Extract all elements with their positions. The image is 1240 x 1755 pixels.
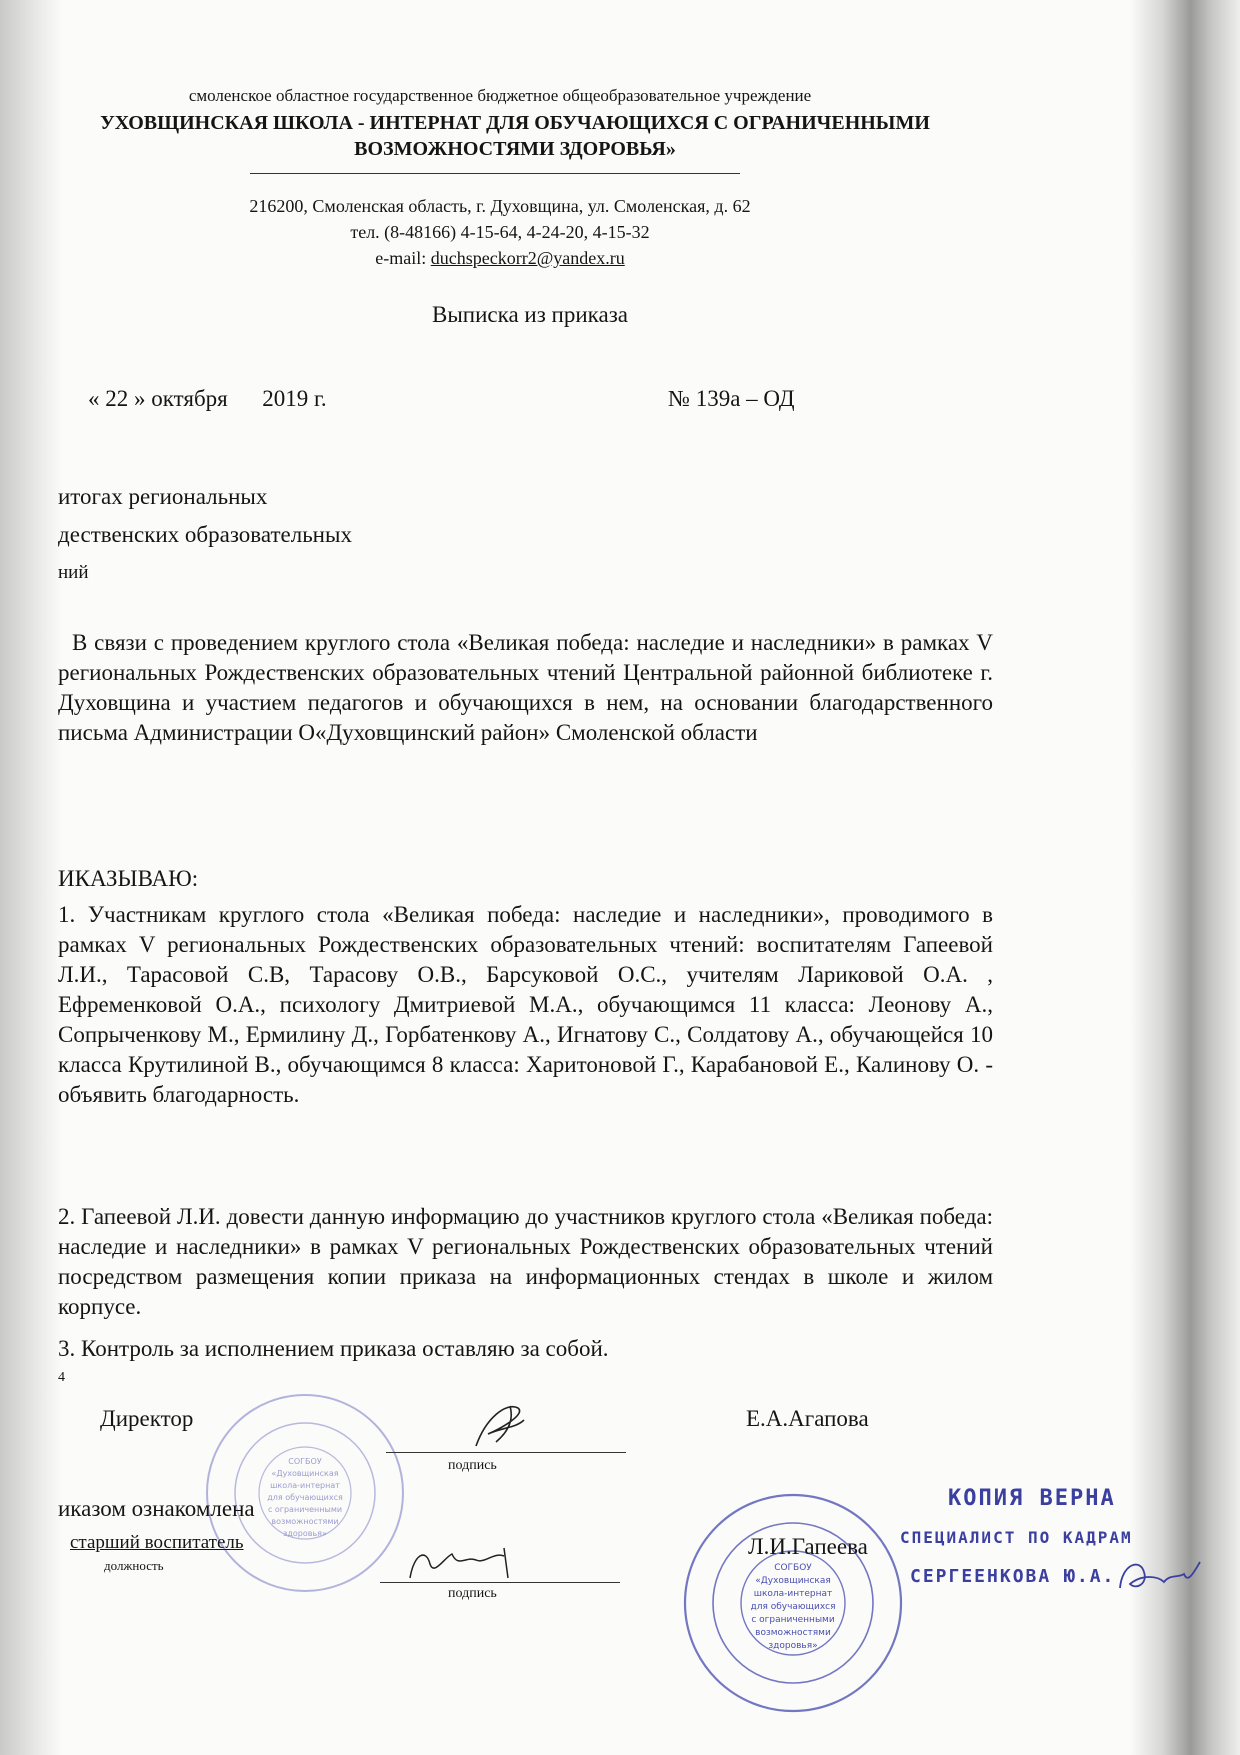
stamp-left-text: для обучающихся <box>267 1493 343 1502</box>
stamp-left-text: возможностями <box>271 1517 339 1526</box>
order-number: № 139а – ОД <box>668 386 795 411</box>
email-link[interactable]: duchspeckorr2@yandex.ru <box>430 248 625 268</box>
stamp-right-text: «Духовщинская <box>755 1576 831 1586</box>
stamp-right-text: возможностями <box>755 1628 831 1638</box>
stamp-right-text: с ограниченными <box>751 1615 835 1625</box>
stamp-left-text: «Духовщинская <box>271 1469 339 1478</box>
document-title: Выписка из приказа <box>432 302 628 327</box>
position-caption: должность <box>104 1558 164 1573</box>
phone: тел. (8-48166) 4-15-64, 4-24-20, 4-15-32 <box>350 222 650 242</box>
school-name-line-1: УХОВЩИНСКАЯ ШКОЛА - ИНТЕРНАТ ДЛЯ ОБУЧАЮЩИХСЯ С ОГРАНИЧЕННЫМИ <box>100 112 930 134</box>
email-line <box>140 248 860 269</box>
email-label: e-mail: <box>375 248 431 268</box>
signature-line-2 <box>380 1582 620 1583</box>
round-stamp-left <box>200 1388 410 1598</box>
order-item-1: 1. Участникам круглого стола «Великая победа: наследие и наследники», проводимого в рамках V региональных Рождественских образовательных чтений: воспитателям Гапеевой Л.И., Тарасовой С.В, Тарасову О.В., Барсуковой О.С., учителям Лариковой О.А. , Ефременковой О.А., психологу Дмитриевой М.А., обучающимся 11 класса: Леонову А., Сопрыченкову М., Ермилину Д., Горбатенкову А., Игнатову С., Солдатову А., обучающейся 10 класса Крутилиной В., обучающимся 8 класса: Харитоновой Г., Карабановой Е., Калинову О. - объявить благодарность. <box>58 902 993 1107</box>
order-date: « 22 » октября 2019 г. <box>88 386 327 411</box>
stamp-left-text: с ограниченными <box>267 1505 343 1514</box>
certified-copy-position: СПЕЦИАЛИСТ ПО КАДРАМ <box>900 1528 1133 1547</box>
stamp-right-text: СОГБОУ <box>774 1563 812 1573</box>
address: 216200, Смоленская область, г. Духовщина, ул. Смоленская, д. 62 <box>249 196 751 216</box>
scan-shadow-right <box>1130 0 1240 1755</box>
org-type: смоленское областное государственное бюджетное общеобразовательное учреждение <box>188 86 812 105</box>
order-item-3: 3. Контроль за исполнением приказа оставляю за собой. <box>58 1336 609 1361</box>
director-signature <box>466 1398 536 1452</box>
certified-copy-title: КОПИЯ ВЕРНА <box>948 1486 1116 1511</box>
stamp-right-text: здоровья» <box>768 1641 818 1651</box>
certified-copy-name: СЕРГЕЕНКОВА Ю.А. <box>910 1566 1116 1587</box>
order-item-2: 2. Гапеевой Л.И. довести данную информацию до участников круглого стола «Великая победа: наследие и наследники» в рамках V региональных Рождественских образовательных чтений посредством размещения копии приказа на информационных стендах в школе и жилом корпусе. <box>58 1204 993 1319</box>
certifier-signature <box>1114 1554 1204 1598</box>
intro-paragraph: В связи с проведением круглого стола «Великая победа: наследие и наследники» в рамках V региональных Рождественских образовательных чтений Центральной районной библиотеке г. Духовщина и участием педагогов и обучающихся в нем, на основании благодарственного письма Администрации О«Духовщинский район» Смоленской области <box>58 630 993 745</box>
acquainted-label: иказом ознакомлена <box>58 1496 255 1521</box>
signature-caption: подпись <box>448 1458 497 1473</box>
stamp-right-text: школа-интернат <box>753 1589 833 1599</box>
subject-line: дественских образовательных <box>58 522 352 547</box>
stamp-left-text: школа-интернат <box>270 1481 340 1490</box>
school-name-line-2: ВОЗМОЖНОСТЯМИ ЗДОРОВЬЯ» <box>354 138 676 160</box>
signature-line <box>386 1452 626 1453</box>
stamp-right-text: для обучающихся <box>750 1602 836 1612</box>
order-word: ИКАЗЫВАЮ: <box>58 866 199 891</box>
round-stamp-right <box>680 1490 906 1716</box>
subject-line: итогах региональных <box>58 484 268 509</box>
order-subject <box>58 478 352 592</box>
position-value: старший воспитатель <box>70 1532 244 1553</box>
acquainted-name: Л.И.Гапеева <box>748 1534 868 1559</box>
signature-caption-2: подпись <box>448 1586 497 1601</box>
scan-shadow-left <box>0 0 62 1755</box>
header-divider <box>250 173 740 174</box>
stamp-left-text: СОГБОУ <box>288 1457 322 1466</box>
order-item-4-marker: 4 <box>58 1370 65 1385</box>
director-name: Е.А.Агапова <box>746 1406 869 1431</box>
director-title: Директор <box>100 1406 194 1431</box>
stamp-left-text: здоровья» <box>283 1529 327 1538</box>
subject-line: ний <box>58 562 89 583</box>
acquainted-signature <box>404 1538 524 1588</box>
